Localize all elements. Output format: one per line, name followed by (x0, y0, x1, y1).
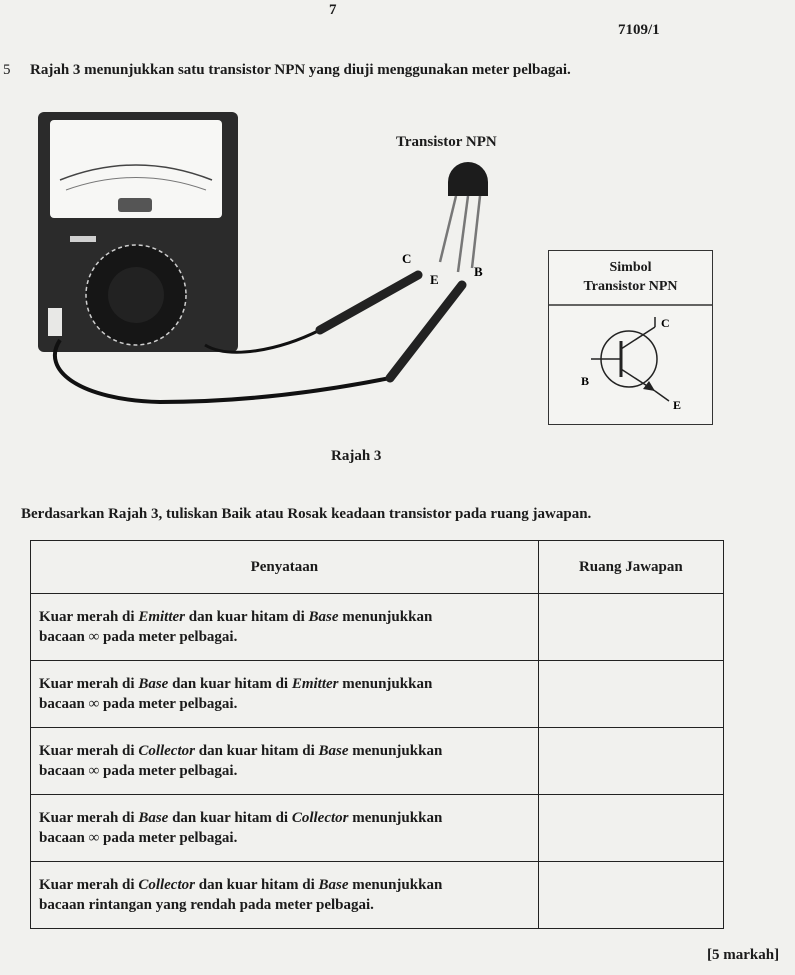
table-row (31, 862, 724, 929)
symbol-box (548, 250, 713, 425)
table-row (31, 728, 724, 795)
statement-cell (31, 862, 539, 929)
instruction-text (21, 506, 591, 523)
leg-label-e: E (430, 272, 439, 287)
stmt-text: menunjukkan (338, 609, 433, 625)
answer-cell[interactable] (538, 862, 723, 929)
stmt-term: Base (308, 609, 339, 625)
instruction-after: keadaan transistor pada ruang jawapan. (327, 506, 592, 522)
stmt-text: dan kuar hitam di (194, 877, 319, 893)
instruction-word-baik: Baik (221, 506, 252, 522)
instruction-middle: atau (251, 506, 288, 522)
leg-label-b: B (474, 264, 483, 279)
stmt-text: Kuar merah di (39, 676, 139, 692)
stmt-term: Emitter (291, 676, 339, 692)
question-number: 5 (3, 62, 11, 78)
figure-title: Transistor NPN (396, 134, 497, 150)
stmt-line2: bacaan ∞ pada meter pelbagai. (39, 629, 238, 645)
stmt-text: Kuar merah di (39, 609, 139, 625)
table-row (31, 661, 724, 728)
stmt-term: Emitter (138, 609, 185, 625)
pin-label-c: C (661, 316, 670, 330)
stmt-text: menunjukkan (348, 810, 443, 826)
statement-cell (31, 594, 539, 661)
pin-label-b: B (581, 374, 590, 388)
stmt-term: Collector (291, 810, 349, 826)
paper-code: 7109/1 (618, 22, 660, 38)
page-number: 7 (329, 2, 337, 18)
stmt-term: Collector (138, 877, 195, 893)
stmt-line2: bacaan ∞ pada meter pelbagai. (39, 696, 238, 712)
npn-symbol-icon (549, 251, 712, 424)
transistor-image (440, 162, 488, 272)
stmt-line2: bacaan rintangan yang rendah pada meter pelbagai. (39, 897, 374, 913)
stmt-term: Base (318, 877, 349, 893)
pin-label-e: E (673, 398, 682, 412)
multimeter-image (38, 112, 238, 352)
instruction-before: Berdasarkan Rajah 3, tuliskan (21, 506, 222, 522)
figure-caption: Rajah 3 (331, 448, 382, 464)
answer-cell[interactable] (538, 728, 723, 795)
answer-cell[interactable] (538, 594, 723, 661)
statement-cell (31, 795, 539, 862)
answer-cell[interactable] (538, 795, 723, 862)
stmt-text: menunjukkan (338, 676, 433, 692)
statement-cell (31, 728, 539, 795)
marks-label: [5 markah] (707, 947, 780, 963)
stmt-text: dan kuar hitam di (168, 810, 292, 826)
leg-label-c: C (402, 251, 412, 266)
symbol-title-line1: Simbol (609, 260, 652, 275)
stmt-text: dan kuar hitam di (168, 676, 292, 692)
table-row (31, 795, 724, 862)
header-ruang-jawapan: Ruang Jawapan (538, 541, 723, 594)
stmt-text: menunjukkan (348, 743, 443, 759)
instruction-word-rosak: Rosak (287, 506, 328, 522)
header-penyataan: Penyataan (31, 541, 539, 594)
stmt-line2: bacaan ∞ pada meter pelbagai. (39, 763, 238, 779)
stmt-term: Collector (138, 743, 195, 759)
stmt-text: dan kuar hitam di (184, 609, 309, 625)
answer-cell[interactable] (538, 661, 723, 728)
table-row (31, 594, 724, 661)
question-intro: Rajah 3 menunjukkan satu transistor NPN yang diuji menggunakan meter pelbagai. (30, 62, 571, 78)
stmt-line2: bacaan ∞ pada meter pelbagai. (39, 830, 238, 846)
stmt-text: menunjukkan (348, 877, 443, 893)
statement-cell (31, 661, 539, 728)
stmt-text: dan kuar hitam di (194, 743, 319, 759)
table-header-row (31, 541, 724, 594)
stmt-text: Kuar merah di (39, 743, 139, 759)
stmt-term: Base (318, 743, 349, 759)
answer-table (30, 540, 724, 929)
stmt-text: Kuar merah di (39, 877, 139, 893)
stmt-term: Base (138, 676, 169, 692)
symbol-title-line2: Transistor NPN (583, 279, 678, 294)
stmt-text: Kuar merah di (39, 810, 139, 826)
stmt-term: Base (138, 810, 169, 826)
